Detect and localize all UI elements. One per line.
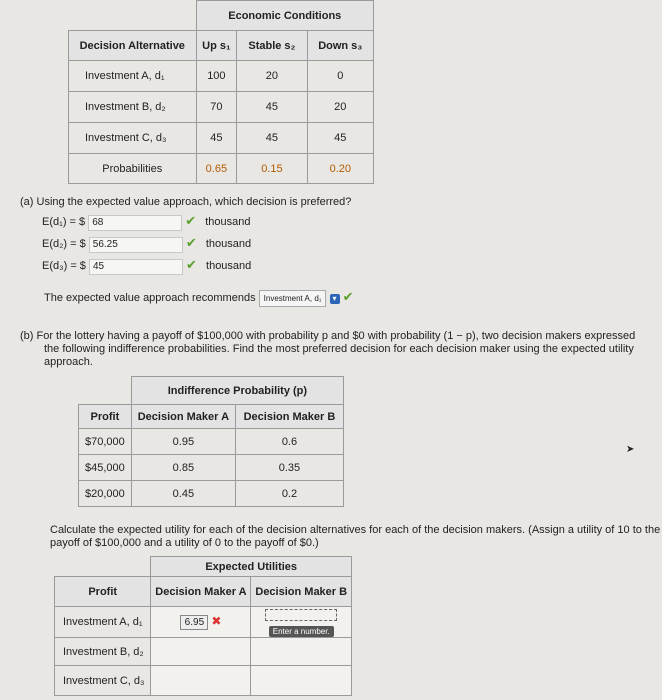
row-label: Investment A, d₁ <box>55 607 151 638</box>
table-row <box>55 666 352 696</box>
cell: 0.95 <box>131 429 235 455</box>
cell: 45 <box>196 123 237 154</box>
col-decision: Decision Alternative <box>69 31 197 61</box>
ev-label: E(d₂) = $ <box>42 238 86 250</box>
expected-utility-table <box>54 556 352 696</box>
indiff-group-header: Indifference Probability (p) <box>131 377 343 405</box>
check-icon: ✔ <box>185 213 197 228</box>
cell: 45 <box>237 123 307 154</box>
ev-label: E(d₁) = $ <box>42 216 86 228</box>
col-dm-a: Decision Maker A <box>131 405 235 429</box>
check-icon: ✔ <box>342 289 354 304</box>
ev2-input[interactable]: 56.25 <box>89 237 183 253</box>
eu-b2-input[interactable] <box>251 638 352 666</box>
col-dm-a: Decision Maker A <box>151 577 251 607</box>
recommend-text: The expected value approach recommends <box>44 292 256 304</box>
cell: 100 <box>196 61 237 92</box>
ev1-input[interactable]: 68 <box>88 215 182 231</box>
table-row <box>55 607 352 638</box>
blank-corner <box>55 557 151 577</box>
col-down: Down s₃ <box>307 31 373 61</box>
row-label: Investment B, d₂ <box>55 638 151 666</box>
row-label: Investment C, d₃ <box>69 123 197 154</box>
col-dm-b: Decision Maker B <box>251 577 352 607</box>
payoff-table <box>68 0 374 184</box>
ev3-input[interactable]: 45 <box>89 259 183 275</box>
cursor-icon: ➤ <box>626 444 635 455</box>
cross-icon: ✖ <box>211 614 222 628</box>
cell: 0.6 <box>235 429 343 455</box>
cell: $20,000 <box>79 481 132 507</box>
part-a-question: (a) Using the expected value approach, which decision is preferred? <box>20 196 352 208</box>
cell: $45,000 <box>79 455 132 481</box>
cell: $70,000 <box>79 429 132 455</box>
prob-stable: 0.15 <box>237 154 307 184</box>
col-up: Up s₁ <box>196 31 237 61</box>
calc-line2: payoff of $100,000 and a utility of 0 to the payoff of $0.) <box>50 537 319 549</box>
table-row <box>79 429 344 455</box>
enter-number-tooltip: Enter a number. <box>269 626 334 637</box>
ev-row-3 <box>42 258 362 275</box>
eu-b3-input[interactable] <box>251 666 352 696</box>
recommend-dropdown[interactable]: Investment A, d₁ <box>259 290 327 307</box>
prob-label: Probabilities <box>69 154 197 184</box>
ev-unit: thousand <box>206 260 252 272</box>
ev-unit: thousand <box>205 238 252 250</box>
indifference-table <box>78 376 344 507</box>
cell: 45 <box>307 123 373 154</box>
cell: 0.45 <box>131 481 235 507</box>
check-icon: ✔ <box>186 257 197 272</box>
table-row <box>69 123 374 154</box>
part-b-line3: approach. <box>44 356 93 368</box>
eu-b-cell <box>251 607 352 638</box>
table-row <box>69 92 374 123</box>
cell: 20 <box>237 61 307 92</box>
col-dm-b: Decision Maker B <box>235 405 343 429</box>
row-label: Investment C, d₃ <box>55 666 151 696</box>
part-b-line1: (b) For the lottery having a payoff of $100,000 with probability p and $0 with probability (1 − p), two decision makers expressed <box>20 330 636 342</box>
ev-row-1 <box>42 214 362 231</box>
cell: 0.35 <box>235 455 343 481</box>
cell: 70 <box>196 92 237 123</box>
table-row <box>79 455 344 481</box>
chevron-down-icon[interactable]: ▾ <box>330 294 340 304</box>
recommend-row <box>44 290 354 307</box>
table-row <box>79 481 344 507</box>
blank-corner <box>69 1 197 31</box>
eu-group-header: Expected Utilities <box>151 557 352 577</box>
cell: 20 <box>307 92 373 123</box>
prob-up: 0.65 <box>196 154 237 184</box>
prob-down: 0.20 <box>307 154 373 184</box>
cell: 0.2 <box>235 481 343 507</box>
col-stable: Stable s₂ <box>237 31 307 61</box>
eu-a2-input[interactable] <box>151 638 251 666</box>
calc-line1: Calculate the expected utility for each of the decision alternatives for each of the decision makers. (Assign a utility of 10 to the <box>50 524 661 536</box>
row-label: Investment B, d₂ <box>69 92 197 123</box>
table-row <box>69 61 374 92</box>
table-row <box>55 638 352 666</box>
blank-corner <box>79 377 132 405</box>
eu-a3-input[interactable] <box>151 666 251 696</box>
ev-label: E(d₃) = $ <box>42 260 86 272</box>
part-b-line2: the following indifference probabilities. Find the most preferred decision for each decision maker using the expected utility <box>44 343 634 355</box>
col-profit: Profit <box>79 405 132 429</box>
eu-a1-input[interactable]: 6.95 <box>180 615 208 630</box>
eu-b1-input[interactable] <box>265 609 337 621</box>
cell: 0.85 <box>131 455 235 481</box>
cell: 0 <box>307 61 373 92</box>
ev-unit: thousand <box>205 216 251 228</box>
cell: 45 <box>237 92 307 123</box>
col-profit: Profit <box>55 577 151 607</box>
prob-row <box>69 154 374 184</box>
eu-a-cell <box>151 607 251 638</box>
ev-row-2 <box>42 236 362 253</box>
economic-conditions-header: Economic Conditions <box>196 1 373 31</box>
check-icon: ✔ <box>185 235 197 250</box>
row-label: Investment A, d₁ <box>69 61 197 92</box>
